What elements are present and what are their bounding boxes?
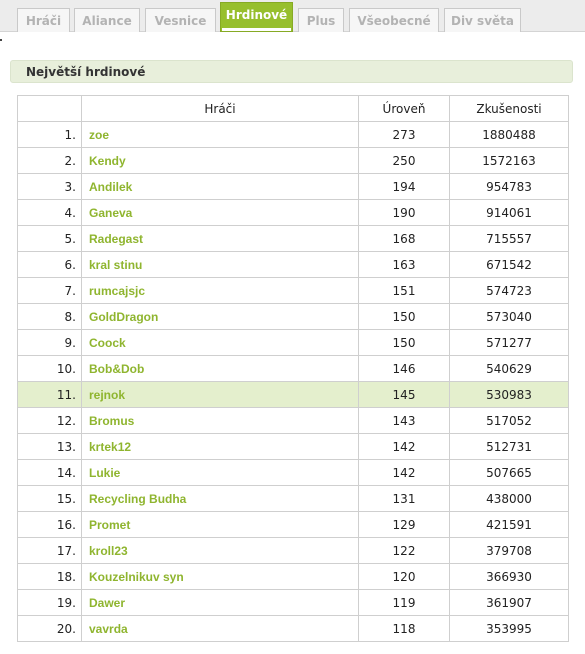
- table-row: [18, 174, 569, 200]
- player-link[interactable]: zoe: [89, 127, 110, 142]
- player-link[interactable]: Bob&Dob: [89, 361, 145, 376]
- rank-cell: 2.: [18, 148, 82, 174]
- column-header-players[interactable]: Hráči: [82, 96, 359, 122]
- rank-cell: 11.: [18, 382, 82, 408]
- rank-cell: 13.: [18, 434, 82, 460]
- rank-cell: 18.: [18, 564, 82, 590]
- tab-plus[interactable]: Plus: [298, 8, 344, 32]
- experience-cell: 353995: [450, 616, 569, 642]
- player-cell: [82, 226, 359, 252]
- table-row: [18, 330, 569, 356]
- experience-cell: 540629: [450, 356, 569, 382]
- table-row: [18, 304, 569, 330]
- player-link[interactable]: vavrda: [89, 621, 128, 636]
- panel-title: Největší hrdinové: [10, 60, 573, 83]
- experience-cell: 530983: [450, 382, 569, 408]
- table-row: [18, 486, 569, 512]
- rank-cell: 10.: [18, 356, 82, 382]
- level-cell: 118: [359, 616, 450, 642]
- table-row: [18, 460, 569, 486]
- table-header-row: [18, 96, 569, 122]
- player-cell: [82, 200, 359, 226]
- rank-cell: 6.: [18, 252, 82, 278]
- level-cell: 143: [359, 408, 450, 434]
- experience-cell: 914061: [450, 200, 569, 226]
- table-row: [18, 434, 569, 460]
- player-cell: [82, 616, 359, 642]
- experience-cell: 1880488: [450, 122, 569, 148]
- rank-cell: 1.: [18, 122, 82, 148]
- level-cell: 129: [359, 512, 450, 538]
- player-cell: [82, 174, 359, 200]
- player-link[interactable]: Ganeva: [89, 205, 133, 220]
- player-cell: [82, 278, 359, 304]
- player-link[interactable]: Radegast: [89, 231, 144, 246]
- player-link[interactable]: Coock: [89, 335, 126, 350]
- divider-dot: [0, 39, 2, 41]
- player-link[interactable]: Lukie: [89, 465, 121, 480]
- level-cell: 163: [359, 252, 450, 278]
- experience-cell: 379708: [450, 538, 569, 564]
- level-cell: 250: [359, 148, 450, 174]
- rank-cell: 20.: [18, 616, 82, 642]
- player-cell: [82, 460, 359, 486]
- column-header-experience[interactable]: Zkušenosti: [450, 96, 569, 122]
- tab-villages[interactable]: Vesnice: [145, 8, 216, 32]
- player-cell: [82, 538, 359, 564]
- heroes-table: [17, 95, 569, 642]
- level-cell: 131: [359, 486, 450, 512]
- table-row: [18, 278, 569, 304]
- level-cell: 145: [359, 382, 450, 408]
- experience-cell: 517052: [450, 408, 569, 434]
- level-cell: 142: [359, 460, 450, 486]
- table-row: [18, 590, 569, 616]
- experience-cell: 421591: [450, 512, 569, 538]
- table-row: [18, 200, 569, 226]
- player-link[interactable]: Dawer: [89, 595, 126, 610]
- tab-wonder[interactable]: Div světa: [444, 8, 521, 32]
- player-link[interactable]: rejnok: [89, 387, 126, 402]
- tab-alliances[interactable]: Aliance: [74, 8, 140, 32]
- table-row: [18, 512, 569, 538]
- player-link[interactable]: kroll23: [89, 543, 128, 558]
- experience-cell: 1572163: [450, 148, 569, 174]
- experience-cell: 438000: [450, 486, 569, 512]
- player-cell: [82, 382, 359, 408]
- player-cell: [82, 356, 359, 382]
- experience-cell: 512731: [450, 434, 569, 460]
- experience-cell: 671542: [450, 252, 569, 278]
- table-row: [18, 252, 569, 278]
- rank-cell: 4.: [18, 200, 82, 226]
- level-cell: 190: [359, 200, 450, 226]
- rank-cell: 9.: [18, 330, 82, 356]
- table-row: [18, 226, 569, 252]
- experience-cell: 573040: [450, 304, 569, 330]
- level-cell: 146: [359, 356, 450, 382]
- rank-cell: 17.: [18, 538, 82, 564]
- table-row: [18, 382, 569, 408]
- level-cell: 120: [359, 564, 450, 590]
- experience-cell: 571277: [450, 330, 569, 356]
- column-header-rank: [18, 96, 82, 122]
- player-cell: [82, 252, 359, 278]
- experience-cell: 507665: [450, 460, 569, 486]
- level-cell: 168: [359, 226, 450, 252]
- level-cell: 122: [359, 538, 450, 564]
- tab-bar: [0, 0, 585, 32]
- rank-cell: 15.: [18, 486, 82, 512]
- experience-cell: 715557: [450, 226, 569, 252]
- table-row: [18, 122, 569, 148]
- player-link[interactable]: Kendy: [89, 153, 126, 168]
- table-row: [18, 538, 569, 564]
- level-cell: 194: [359, 174, 450, 200]
- column-header-level[interactable]: Úroveň: [359, 96, 450, 122]
- player-link[interactable]: rumcajsjc: [89, 283, 146, 298]
- player-link[interactable]: Recycling Budha: [89, 491, 187, 506]
- table-row: [18, 148, 569, 174]
- rank-cell: 16.: [18, 512, 82, 538]
- rank-cell: 3.: [18, 174, 82, 200]
- player-link[interactable]: Andilek: [89, 179, 133, 194]
- player-cell: [82, 564, 359, 590]
- table-row: [18, 564, 569, 590]
- player-cell: [82, 512, 359, 538]
- table-row: [18, 356, 569, 382]
- rank-cell: 5.: [18, 226, 82, 252]
- player-cell: [82, 590, 359, 616]
- player-link[interactable]: kral stinu: [89, 257, 143, 272]
- player-cell: [82, 486, 359, 512]
- rank-cell: 19.: [18, 590, 82, 616]
- experience-cell: 366930: [450, 564, 569, 590]
- player-link[interactable]: Bromus: [89, 413, 135, 428]
- tab-players[interactable]: Hráči: [17, 8, 70, 32]
- tab-heroes[interactable]: Hrdinové: [220, 2, 293, 32]
- player-link[interactable]: Kouzelnikuv syn: [89, 569, 184, 584]
- player-cell: [82, 122, 359, 148]
- level-cell: 273: [359, 122, 450, 148]
- rank-cell: 8.: [18, 304, 82, 330]
- rank-cell: 12.: [18, 408, 82, 434]
- experience-cell: 954783: [450, 174, 569, 200]
- experience-cell: 361907: [450, 590, 569, 616]
- rank-cell: 14.: [18, 460, 82, 486]
- player-cell: [82, 330, 359, 356]
- experience-cell: 574723: [450, 278, 569, 304]
- level-cell: 151: [359, 278, 450, 304]
- player-cell: [82, 304, 359, 330]
- tab-general[interactable]: Všeobecné: [349, 8, 439, 32]
- player-link[interactable]: GoldDragon: [89, 309, 159, 324]
- table-row: [18, 408, 569, 434]
- level-cell: 119: [359, 590, 450, 616]
- player-link[interactable]: Promet: [89, 517, 131, 532]
- level-cell: 150: [359, 330, 450, 356]
- player-cell: [82, 148, 359, 174]
- level-cell: 150: [359, 304, 450, 330]
- table-row: [18, 616, 569, 642]
- player-cell: [82, 434, 359, 460]
- rank-cell: 7.: [18, 278, 82, 304]
- player-link[interactable]: krtek12: [89, 439, 132, 454]
- player-cell: [82, 408, 359, 434]
- level-cell: 142: [359, 434, 450, 460]
